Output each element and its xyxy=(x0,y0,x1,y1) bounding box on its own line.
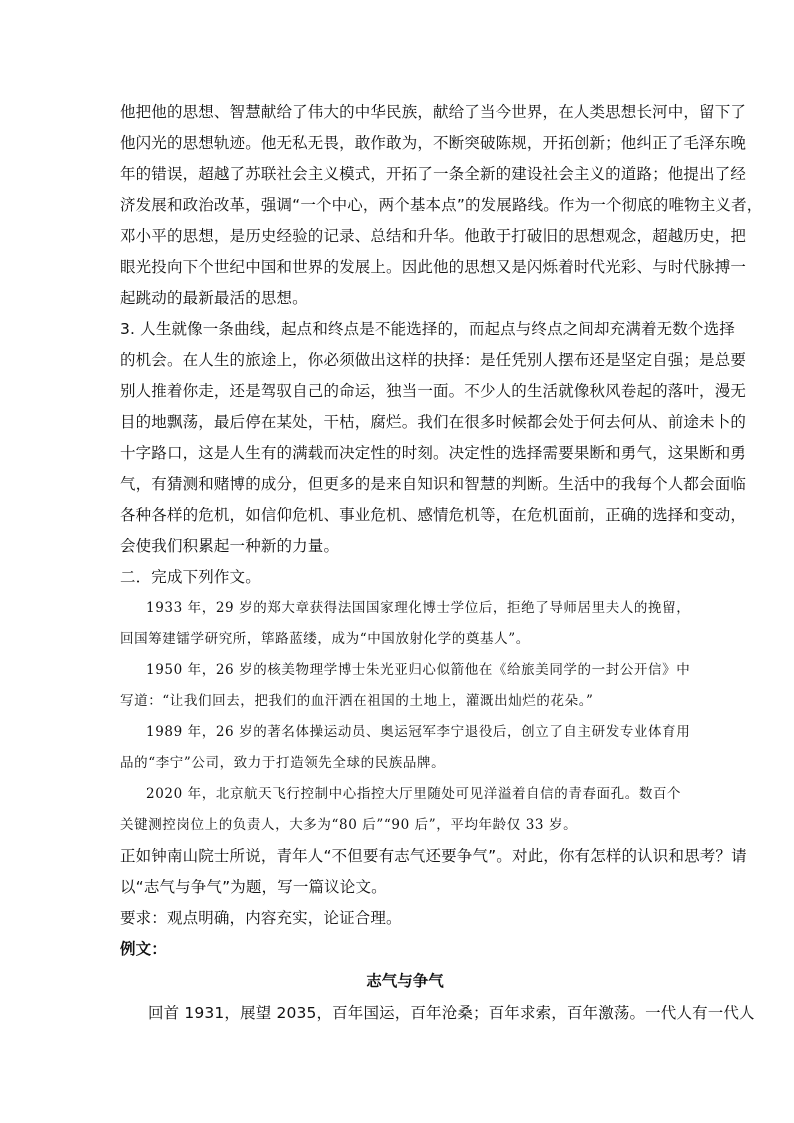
text-line: 会使我们积累起一种新的力量。 xyxy=(120,537,340,555)
paragraph-deng-xiaoping xyxy=(120,97,763,314)
quote-line: 1989 年，26 岁的著名体操运动员、奥运冠军李宁退役后，创立了自主研发专业体育用 xyxy=(146,724,691,740)
text-line: 济发展和政治改革，强调“一个中心，两个基本点”的发展路线。作为一个彻底的唯物主义者， xyxy=(120,196,763,214)
text-line: 别人推着你走，还是驾驭自己的命运，独当一面。不少人的生活就像秋风卷起的落叶，漫无 xyxy=(120,382,747,400)
quote-line: 写道：“让我们回去，把我们的血汗洒在祖国的土地上，灌溉出灿烂的花朵。” xyxy=(120,693,594,709)
quote-line: 关键测控岗位上的负责人，大多为“80 后”“90 后”，平均年龄仅 33 岁。 xyxy=(120,817,578,833)
example-label: 例文： xyxy=(120,940,167,958)
text-line: 眼光投向下个世纪中国和世界的发展上。因此他的思想又是闪烁着时代光彩、与时代脉搏一 xyxy=(120,258,747,276)
text-line: 的机会。在人生的旅途上，你必须做出这样的抉择：是任凭别人摆布还是坚定自强；是总要 xyxy=(120,351,747,369)
quote-line: 品的“李宁”公司，致力于打造领先全球的民族品牌。 xyxy=(120,755,446,771)
section-heading: 二．完成下列作文。 xyxy=(120,568,261,586)
essay-prompt xyxy=(120,841,747,903)
text-line: 十字路口，这是人生有的满载而决定性的时刻。决定性的选择需要果断和勇气，这果断和勇 xyxy=(120,444,747,462)
text-line: 目的地飘荡，最后停在某处，干枯，腐烂。我们在很多时候都会处于何去何从、前途未卜的 xyxy=(120,413,747,431)
paragraph-life-curve xyxy=(120,314,747,562)
text-line: 邓小平的思想，是历史经验的记录、总结和升华。他敢于打破旧的思想观念，超越历史，把 xyxy=(120,227,747,245)
essay-title: 志气与争气 xyxy=(366,972,444,990)
text-line: 气，有猜测和赌博的成分，但更多的是来自知识和智慧的判断。生活中的我每个人都会面临 xyxy=(120,475,747,493)
text-line: 他闪光的思想轨迹。他无私无畏，敢作敢为，不断突破陈规，开拓创新；他纠正了毛泽东晚 xyxy=(120,134,747,152)
material-quote-2 xyxy=(120,655,690,717)
essay-materials xyxy=(120,593,690,841)
text-line: 各种各样的危机，如信仰危机、事业危机、感情危机等，在危机面前，正确的选择和变动， xyxy=(120,506,747,524)
quote-line: 1933 年，29 岁的郑大章获得法国国家理化博士学位后，拒绝了导师居里夫人的挽留， xyxy=(146,600,691,616)
material-quote-4 xyxy=(120,779,690,841)
document-page xyxy=(120,97,763,1029)
text-line: 正如钟南山院士所说，青年人“不但要有志气还要争气”。对此，你有怎样的认识和思考？请 xyxy=(120,847,747,865)
material-quote-3 xyxy=(120,717,690,779)
text-line: 3. 人生就像一条曲线，起点和终点是不能选择的，而起点与终点之间却充满着无数个选择 xyxy=(120,320,735,338)
text-line: 年的错误，超越了苏联社会主义模式，开拓了一条全新的建设社会主义的道路；他提出了经 xyxy=(120,165,747,183)
text-line: 起跳动的最新最活的思想。 xyxy=(120,289,308,307)
text-line: 他把他的思想、智慧献给了伟大的中华民族，献给了当今世界，在人类思想长河中，留下了 xyxy=(120,103,747,121)
material-quote-1 xyxy=(120,593,690,655)
essay-requirements: 要求：观点明确，内容充实，论证合理。 xyxy=(120,909,402,927)
quote-line: 1950 年，26 岁的核美物理学博士朱光亚归心似箭他在《给旅美同学的一封公开信》中 xyxy=(146,662,691,678)
essay-first-line: 回首 1931，展望 2035，百年国运，百年沧桑；百年求索，百年激荡。一代人有一代人 xyxy=(148,1004,755,1022)
quote-line: 回国筹建镭学研究所，筚路蓝缕，成为“中国放射化学的奠基人”。 xyxy=(120,631,530,647)
quote-line: 2020 年，北京航天飞行控制中心指控大厅里随处可见洋溢着自信的青春面孔。数百个 xyxy=(146,786,682,802)
text-line: 以“志气与争气”为题，写一篇议论文。 xyxy=(120,878,387,896)
